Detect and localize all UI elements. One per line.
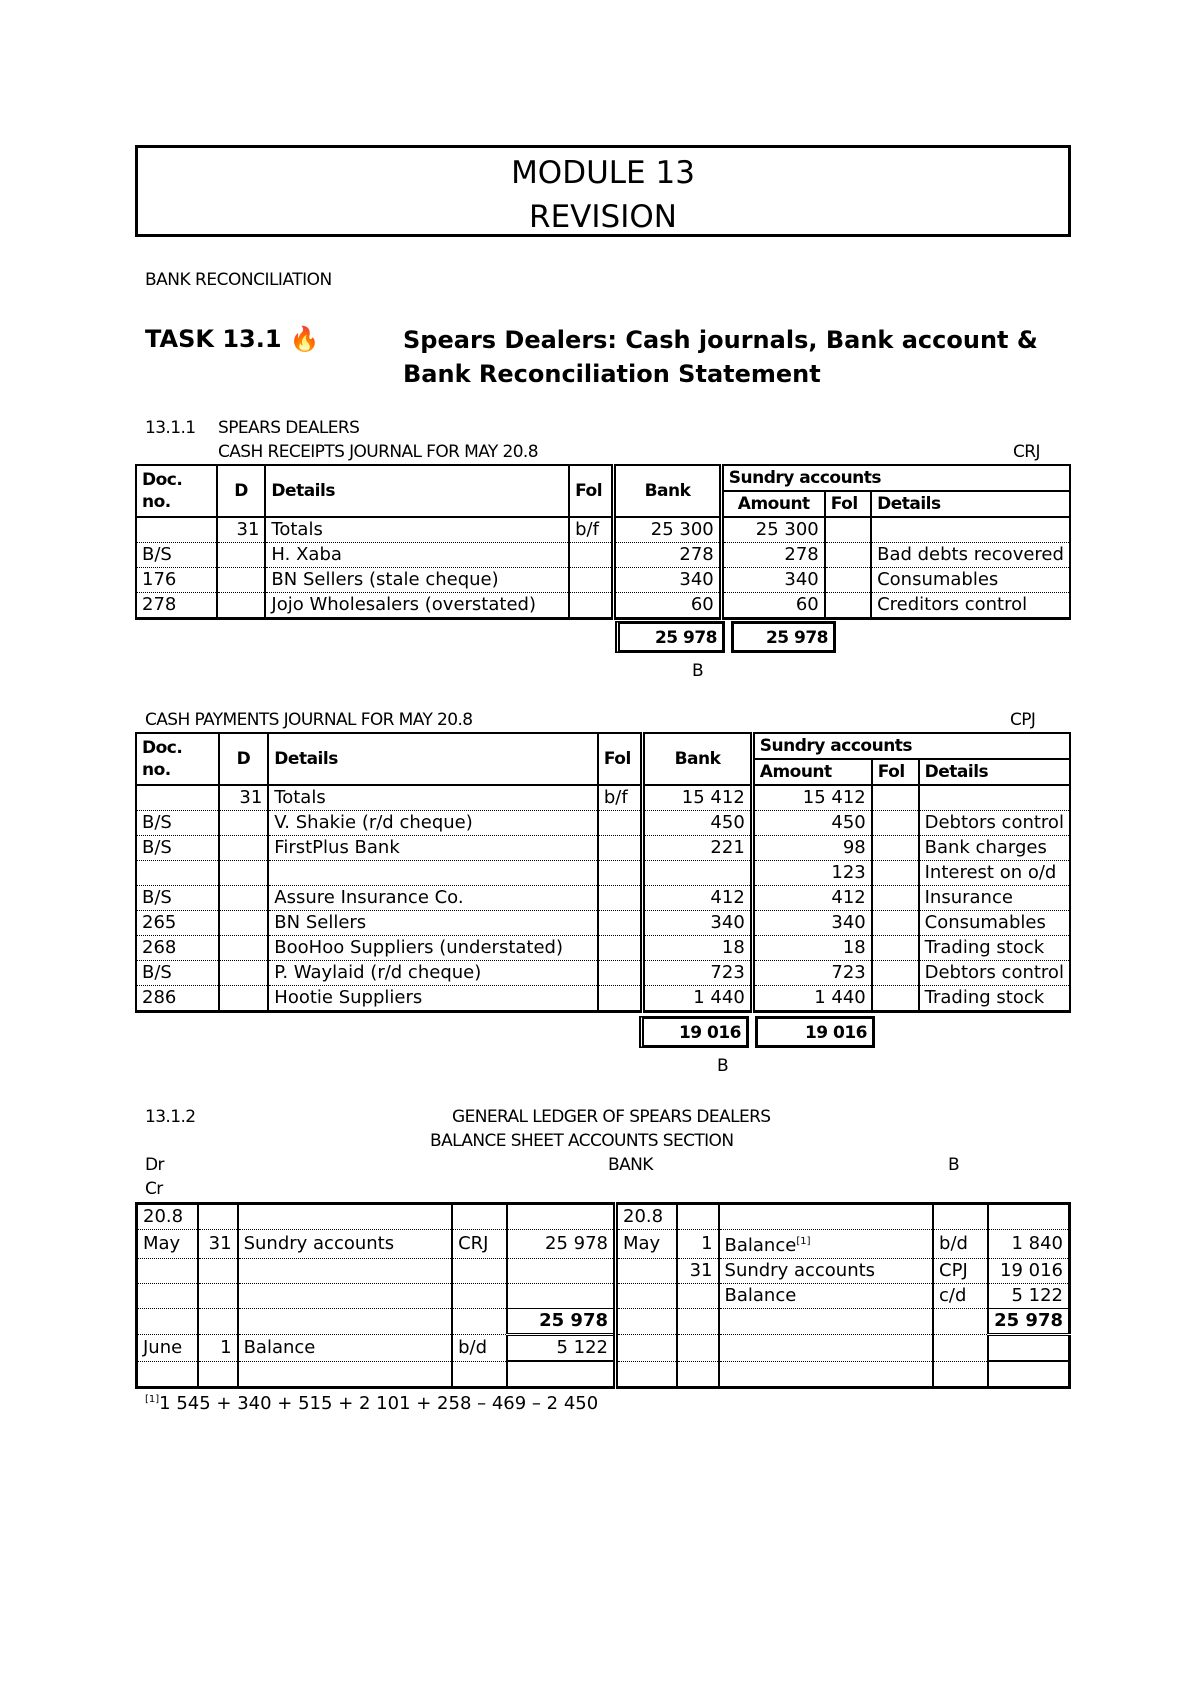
table-row xyxy=(136,936,1070,961)
ledger-cr: Cr xyxy=(145,1179,163,1199)
cell-month: May xyxy=(137,1230,198,1259)
task-title xyxy=(403,323,1038,391)
cell-details: BN Sellers xyxy=(268,911,598,936)
cell-sdetails: Interest on o/d xyxy=(919,861,1070,886)
cell-year: 20.8 xyxy=(137,1204,198,1230)
crj-total-bank: 25 978 xyxy=(615,621,725,653)
cell-sdetails: Bad debts recovered xyxy=(871,543,1070,568)
cell-amount: 98 xyxy=(752,836,871,861)
cell-month xyxy=(616,1284,677,1309)
cell-doc: B/S xyxy=(136,543,217,568)
cell-bank: 723 xyxy=(643,961,753,986)
cell-bank: 412 xyxy=(643,886,753,911)
cpj-ref: B xyxy=(717,1056,729,1076)
cell-amount: 60 xyxy=(721,593,824,619)
cell-sdetails: Insurance xyxy=(919,886,1070,911)
cell-details: BN Sellers (stale cheque) xyxy=(265,568,569,593)
cell-amount: 278 xyxy=(721,543,824,568)
cell-fol: b/d xyxy=(933,1230,988,1259)
cell-fol: b/f xyxy=(569,517,614,543)
cell-doc: 265 xyxy=(136,911,219,936)
cell-amount: 450 xyxy=(752,811,871,836)
cell-doc: B/S xyxy=(136,886,219,911)
cell-d xyxy=(219,936,269,961)
cell-bank: 1 440 xyxy=(643,986,753,1012)
module-title-box xyxy=(135,145,1071,237)
col-d: D xyxy=(219,733,269,785)
crj-ref: B xyxy=(692,661,704,681)
cell-doc xyxy=(136,861,219,886)
cell-amount: 1 840 xyxy=(988,1230,1069,1259)
table-row xyxy=(137,1361,1070,1388)
col-fol: Fol xyxy=(569,465,614,517)
col-amount: Amount xyxy=(752,759,871,785)
cell-amount: 5 122 xyxy=(988,1284,1069,1309)
balance-label: Balance xyxy=(724,1235,797,1256)
bank-ledger-account xyxy=(135,1202,1071,1389)
table-row xyxy=(137,1284,1070,1309)
cash-payments-journal xyxy=(135,732,1071,1013)
task-label-text: TASK 13.1 xyxy=(145,325,282,353)
cell-month: May xyxy=(616,1230,677,1259)
cell-d xyxy=(219,986,269,1012)
ledger-ref: B xyxy=(948,1155,960,1175)
table-row xyxy=(137,1204,1070,1230)
cell-doc: 268 xyxy=(136,936,219,961)
cell-details: Totals xyxy=(265,517,569,543)
table-row xyxy=(137,1259,1070,1284)
col-fol: Fol xyxy=(598,733,643,785)
cell-fol xyxy=(598,936,643,961)
table-row xyxy=(136,593,1070,619)
crj-code: CRJ xyxy=(1013,442,1040,462)
cell-amount: 1 440 xyxy=(752,986,871,1012)
cell-d xyxy=(217,568,266,593)
col-amount: Amount xyxy=(721,491,824,517)
cell-sfol xyxy=(872,811,919,836)
col-sfol: Fol xyxy=(872,759,919,785)
credit-total: 25 978 xyxy=(988,1309,1069,1335)
cell-day xyxy=(677,1284,719,1309)
table-row xyxy=(136,961,1070,986)
cell-amount: 412 xyxy=(752,886,871,911)
footnote-text: 1 545 + 340 + 515 + 2 101 + 258 – 469 – 2 450 xyxy=(159,1393,599,1414)
cell-bank: 60 xyxy=(614,593,722,619)
cell-bank: 278 xyxy=(614,543,722,568)
table-row xyxy=(136,836,1070,861)
cell-amount: 18 xyxy=(752,936,871,961)
cell-fol: b/d xyxy=(452,1335,507,1362)
cell-sfol xyxy=(825,593,871,619)
table-row xyxy=(136,543,1070,568)
cell-amount: 25 300 xyxy=(721,517,824,543)
cell-details: H. Xaba xyxy=(265,543,569,568)
cell-d: 31 xyxy=(219,785,269,811)
col-details: Details xyxy=(265,465,569,517)
crj-caption: CASH RECEIPTS JOURNAL FOR MAY 20.8 xyxy=(218,442,538,462)
cell-d xyxy=(219,886,269,911)
cell-year: 20.8 xyxy=(616,1204,677,1230)
cell-details: Balance xyxy=(238,1335,453,1362)
cell-bank xyxy=(643,861,753,886)
cell-d xyxy=(219,911,269,936)
cell-fol: b/f xyxy=(598,785,643,811)
cell-amount: 25 978 xyxy=(507,1230,615,1259)
cell-sfol xyxy=(872,785,919,811)
cell-fol xyxy=(598,836,643,861)
cell-details: Sundry accounts xyxy=(719,1259,934,1284)
cell-d xyxy=(219,836,269,861)
cpj-total-amount: 19 016 xyxy=(755,1016,875,1048)
col-sdetails: Details xyxy=(871,491,1070,517)
cell-month: June xyxy=(137,1335,198,1362)
cell-month xyxy=(616,1259,677,1284)
cell-fol: CPJ xyxy=(933,1259,988,1284)
cell-sdetails: Debtors control xyxy=(919,811,1070,836)
ledger-title: GENERAL LEDGER OF SPEARS DEALERS xyxy=(452,1107,771,1127)
crj-total-amount: 25 978 xyxy=(731,621,836,653)
cell-details: Jojo Wholesalers (overstated) xyxy=(265,593,569,619)
cell-bank: 340 xyxy=(614,568,722,593)
cell-sfol xyxy=(872,911,919,936)
ledger-number: 13.1.2 xyxy=(145,1107,196,1127)
cell-bank: 450 xyxy=(643,811,753,836)
cell-doc: B/S xyxy=(136,811,219,836)
table-row xyxy=(136,886,1070,911)
cell-day: 31 xyxy=(198,1230,238,1259)
task-title-line2: Bank Reconciliation Statement xyxy=(403,360,821,388)
cell-fol xyxy=(569,543,614,568)
cell-fol xyxy=(569,568,614,593)
ledger-account: BANK xyxy=(608,1155,653,1175)
cell-sdetails: Debtors control xyxy=(919,961,1070,986)
cell-doc xyxy=(136,785,219,811)
cell-day: 1 xyxy=(677,1230,719,1259)
table-row xyxy=(136,986,1070,1012)
cell-details: P. Waylaid (r/d cheque) xyxy=(268,961,598,986)
module-subtitle: REVISION xyxy=(529,199,677,235)
cell-amount: 15 412 xyxy=(752,785,871,811)
table-row xyxy=(137,1309,1070,1335)
cpj-caption: CASH PAYMENTS JOURNAL FOR MAY 20.8 xyxy=(145,710,473,730)
cell-fol: c/d xyxy=(933,1284,988,1309)
cell-bank: 340 xyxy=(643,911,753,936)
cell-doc xyxy=(136,517,217,543)
col-sundry: Sundry accounts xyxy=(721,465,1070,491)
cell-amount: 340 xyxy=(721,568,824,593)
flame-icon: 🔥 xyxy=(289,325,320,353)
cell-details: FirstPlus Bank xyxy=(268,836,598,861)
cell-doc: 278 xyxy=(136,593,217,619)
table-row xyxy=(136,811,1070,836)
ledger-dr: Dr xyxy=(145,1155,164,1175)
cell-details xyxy=(719,1230,934,1259)
cash-receipts-journal xyxy=(135,464,1071,620)
cell-fol xyxy=(598,911,643,936)
cell-fol xyxy=(598,961,643,986)
col-bank: Bank xyxy=(643,733,753,785)
cell-sfol xyxy=(872,861,919,886)
cell-details: Hootie Suppliers xyxy=(268,986,598,1012)
ledger-subtitle: BALANCE SHEET ACCOUNTS SECTION xyxy=(430,1131,734,1151)
crj-number: 13.1.1 xyxy=(145,418,196,438)
crj-business: SPEARS DEALERS xyxy=(218,418,360,438)
table-row xyxy=(136,785,1070,811)
cell-day: 31 xyxy=(677,1259,719,1284)
footnote xyxy=(145,1393,598,1414)
table-row xyxy=(137,1230,1070,1259)
footnote-marker: [1] xyxy=(796,1236,811,1247)
section-heading: BANK RECONCILIATION xyxy=(145,270,332,290)
cell-details: Assure Insurance Co. xyxy=(268,886,598,911)
col-sundry: Sundry accounts xyxy=(752,733,1070,759)
col-sdetails: Details xyxy=(919,759,1070,785)
cell-d: 31 xyxy=(217,517,266,543)
table-row xyxy=(137,1335,1070,1362)
cell-details xyxy=(268,861,598,886)
cell-sfol xyxy=(872,886,919,911)
table-row xyxy=(136,568,1070,593)
cpj-total-bank: 19 016 xyxy=(639,1016,749,1048)
footnote-mark: [1] xyxy=(145,1394,160,1405)
table-row xyxy=(136,911,1070,936)
cell-details: Balance xyxy=(719,1284,934,1309)
cell-bank: 15 412 xyxy=(643,785,753,811)
cell-sfol xyxy=(825,543,871,568)
col-doc: Doc. no. xyxy=(136,465,217,517)
cell-sfol xyxy=(825,517,871,543)
cpj-code: CPJ xyxy=(1010,710,1036,730)
table-row xyxy=(136,861,1070,886)
cell-sfol xyxy=(825,568,871,593)
cell-d xyxy=(219,961,269,986)
cell-details: V. Shakie (r/d cheque) xyxy=(268,811,598,836)
cell-fol xyxy=(569,593,614,619)
cell-sdetails xyxy=(919,785,1070,811)
cell-sdetails: Consumables xyxy=(919,911,1070,936)
cell-d xyxy=(217,543,266,568)
cell-sdetails xyxy=(871,517,1070,543)
cell-doc: 176 xyxy=(136,568,217,593)
cell-fol xyxy=(598,986,643,1012)
cell-details: BooHoo Suppliers (understated) xyxy=(268,936,598,961)
cell-bank: 18 xyxy=(643,936,753,961)
table-row xyxy=(136,517,1070,543)
cell-bank: 221 xyxy=(643,836,753,861)
cell-fol xyxy=(598,811,643,836)
cell-amount: 19 016 xyxy=(988,1259,1069,1284)
col-d: D xyxy=(217,465,266,517)
cell-details: Totals xyxy=(268,785,598,811)
cell-sdetails: Consumables xyxy=(871,568,1070,593)
cell-sfol xyxy=(872,986,919,1012)
cell-sdetails: Trading stock xyxy=(919,986,1070,1012)
cell-sdetails: Bank charges xyxy=(919,836,1070,861)
col-details: Details xyxy=(268,733,598,785)
cell-details: Sundry accounts xyxy=(238,1230,453,1259)
task-title-line1: Spears Dealers: Cash journals, Bank account & xyxy=(403,326,1038,354)
module-title: MODULE 13 xyxy=(511,155,695,191)
col-sfol: Fol xyxy=(825,491,871,517)
cell-d xyxy=(219,861,269,886)
cell-amount: 723 xyxy=(752,961,871,986)
cell-sdetails: Trading stock xyxy=(919,936,1070,961)
cell-doc: 286 xyxy=(136,986,219,1012)
cell-doc: B/S xyxy=(136,961,219,986)
cell-sfol xyxy=(872,836,919,861)
cell-sfol xyxy=(872,961,919,986)
cell-amount: 340 xyxy=(752,911,871,936)
cell-sfol xyxy=(872,936,919,961)
cell-amount: 123 xyxy=(752,861,871,886)
cell-fol xyxy=(598,886,643,911)
cell-day: 1 xyxy=(198,1335,238,1362)
cell-amount: 5 122 xyxy=(507,1335,615,1362)
cell-doc: B/S xyxy=(136,836,219,861)
col-bank: Bank xyxy=(614,465,722,517)
cell-d xyxy=(219,811,269,836)
cell-bank: 25 300 xyxy=(614,517,722,543)
cell-fol xyxy=(598,861,643,886)
cell-fol: CRJ xyxy=(452,1230,507,1259)
cell-sdetails: Creditors control xyxy=(871,593,1070,619)
debit-total: 25 978 xyxy=(507,1309,615,1335)
col-doc: Doc. no. xyxy=(136,733,219,785)
cell-d xyxy=(217,593,266,619)
task-label xyxy=(145,325,320,353)
